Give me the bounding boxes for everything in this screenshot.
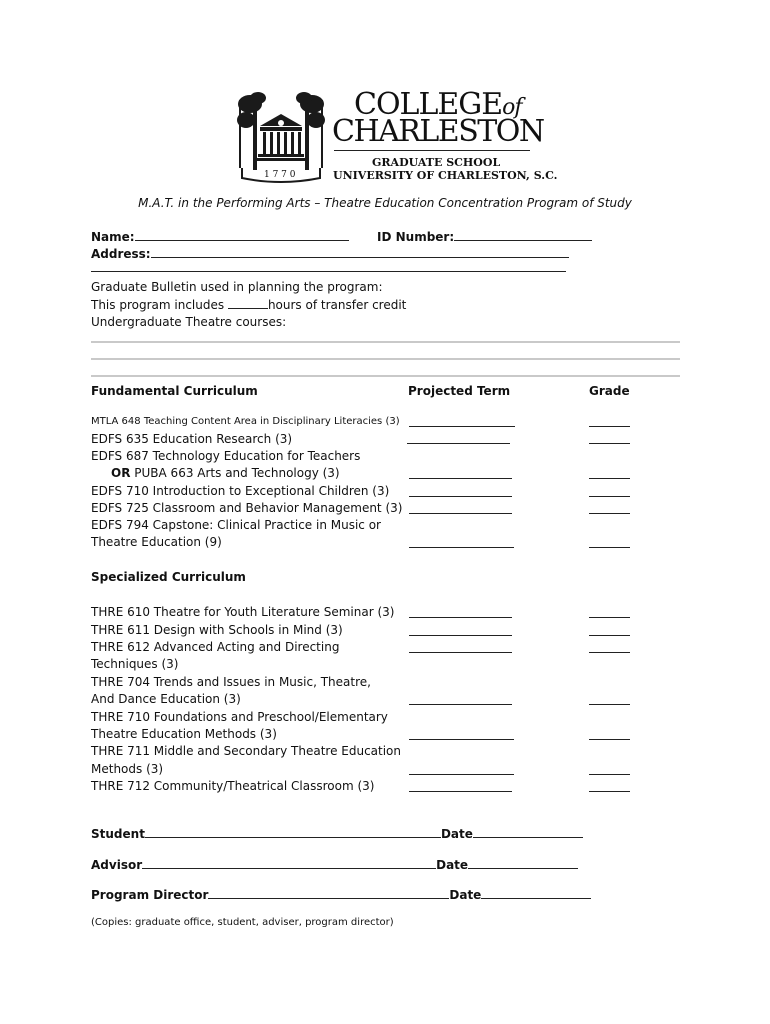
grade-blank[interactable] bbox=[589, 739, 630, 740]
term-blank[interactable] bbox=[409, 791, 512, 792]
term-blank[interactable] bbox=[409, 513, 512, 514]
course-thre-710: THRE 710 Foundations and Preschool/Elementary bbox=[91, 710, 388, 724]
course-thre-711-cont: Methods (3) bbox=[91, 762, 164, 776]
name-field[interactable] bbox=[91, 229, 349, 244]
address-field[interactable] bbox=[91, 246, 569, 261]
id-number-field[interactable] bbox=[377, 229, 592, 244]
college-logo bbox=[236, 87, 558, 186]
course-thre-612: THRE 612 Advanced Acting and Directing bbox=[91, 640, 340, 654]
course-edfs-687: EDFS 687 Technology Education for Teachers bbox=[91, 449, 361, 463]
grade-blank[interactable] bbox=[589, 547, 630, 548]
term-blank[interactable] bbox=[409, 617, 512, 618]
undergrad-line-2[interactable] bbox=[91, 358, 680, 360]
course-thre-610: THRE 610 Theatre for Youth Literature Seminar (3) bbox=[91, 605, 395, 619]
grade-blank[interactable] bbox=[589, 496, 630, 497]
advisor-signature-line[interactable]: Advisor Date bbox=[91, 857, 578, 872]
grade-blank[interactable] bbox=[589, 478, 630, 479]
course-thre-712: THRE 712 Community/Theatrical Classroom (3) bbox=[91, 779, 375, 793]
course-edfs-794-cont: Theatre Education (9) bbox=[91, 535, 222, 549]
course-edfs-725: EDFS 725 Classroom and Behavior Management (3) bbox=[91, 501, 403, 515]
id-number-label: ID Number: bbox=[377, 230, 455, 244]
term-blank[interactable] bbox=[409, 774, 514, 775]
projected-term-heading: Projected Term bbox=[408, 384, 511, 398]
term-blank[interactable] bbox=[409, 478, 512, 479]
term-blank[interactable] bbox=[409, 739, 514, 740]
course-thre-612-cont: Techniques (3) bbox=[91, 657, 179, 671]
grade-blank[interactable] bbox=[589, 635, 630, 636]
fundamental-heading: Fundamental Curriculum bbox=[91, 384, 258, 398]
term-blank[interactable] bbox=[409, 704, 512, 705]
grade-blank[interactable] bbox=[589, 426, 630, 427]
course-edfs-710: EDFS 710 Introduction to Exceptional Children (3) bbox=[91, 484, 390, 498]
course-thre-611: THRE 611 Design with Schools in Mind (3) bbox=[91, 623, 343, 637]
undergrad-line-1[interactable] bbox=[91, 341, 680, 343]
course-edfs-635: EDFS 635 Education Research (3) bbox=[91, 432, 293, 446]
or-label: OR bbox=[111, 466, 131, 480]
graduate-school-label: GRADUATE SCHOOL bbox=[372, 156, 501, 169]
college-name-line2: CHARLESTON bbox=[332, 114, 544, 149]
page-title: M.A.T. in the Performing Arts – Theatre Education Concentration Program of Study bbox=[138, 196, 632, 210]
term-blank[interactable] bbox=[409, 496, 512, 497]
grade-blank[interactable] bbox=[589, 774, 630, 775]
seal-year: 1 7 7 0 bbox=[264, 170, 296, 180]
course-mtla-648: MTLA 648 Teaching Content Area in Disciplinary Literacies (3) bbox=[91, 416, 400, 427]
copies-note: (Copies: graduate office, student, adviser, program director) bbox=[91, 917, 394, 928]
grade-blank[interactable] bbox=[589, 704, 630, 705]
course-thre-711: THRE 711 Middle and Secondary Theatre Education bbox=[91, 744, 402, 758]
term-blank[interactable] bbox=[409, 426, 515, 427]
bulletin-label: Graduate Bulletin used in planning the program: bbox=[91, 280, 383, 294]
term-blank[interactable] bbox=[409, 547, 514, 548]
grade-blank[interactable] bbox=[589, 513, 630, 514]
course-puba-663: OR PUBA 663 Arts and Technology (3) bbox=[111, 466, 340, 480]
term-blank[interactable] bbox=[407, 443, 510, 444]
address-line-2[interactable] bbox=[91, 271, 566, 272]
name-label: Name: bbox=[91, 230, 135, 244]
grade-blank[interactable] bbox=[589, 652, 630, 653]
course-thre-710-cont: Theatre Education Methods (3) bbox=[91, 727, 277, 741]
university-label: UNIVERSITY OF CHARLESTON, S.C. bbox=[333, 169, 558, 182]
grade-heading: Grade bbox=[589, 384, 630, 398]
college-name-line1: COLLEGEof bbox=[354, 87, 522, 122]
specialized-heading: Specialized Curriculum bbox=[91, 570, 246, 584]
course-thre-704-cont: And Dance Education (3) bbox=[91, 692, 241, 706]
director-signature-line[interactable]: Program Director Date bbox=[91, 887, 591, 902]
logo-divider bbox=[334, 150, 530, 151]
grade-blank[interactable] bbox=[589, 791, 630, 792]
student-signature-line[interactable]: Student Date bbox=[91, 826, 583, 841]
course-thre-704: THRE 704 Trends and Issues in Music, Theatre, bbox=[91, 675, 371, 689]
course-edfs-794: EDFS 794 Capstone: Clinical Practice in Music or bbox=[91, 518, 381, 532]
undergrad-line-3[interactable] bbox=[91, 375, 680, 377]
grade-blank[interactable] bbox=[589, 443, 630, 444]
term-blank[interactable] bbox=[409, 635, 512, 636]
term-blank[interactable] bbox=[409, 652, 512, 653]
grade-blank[interactable] bbox=[589, 617, 630, 618]
address-label: Address: bbox=[91, 247, 151, 261]
transfer-hours-blank[interactable] bbox=[228, 297, 268, 309]
undergrad-label: Undergraduate Theatre courses: bbox=[91, 315, 287, 329]
transfer-credit-line: This program includes hours of transfer credit bbox=[91, 298, 407, 312]
